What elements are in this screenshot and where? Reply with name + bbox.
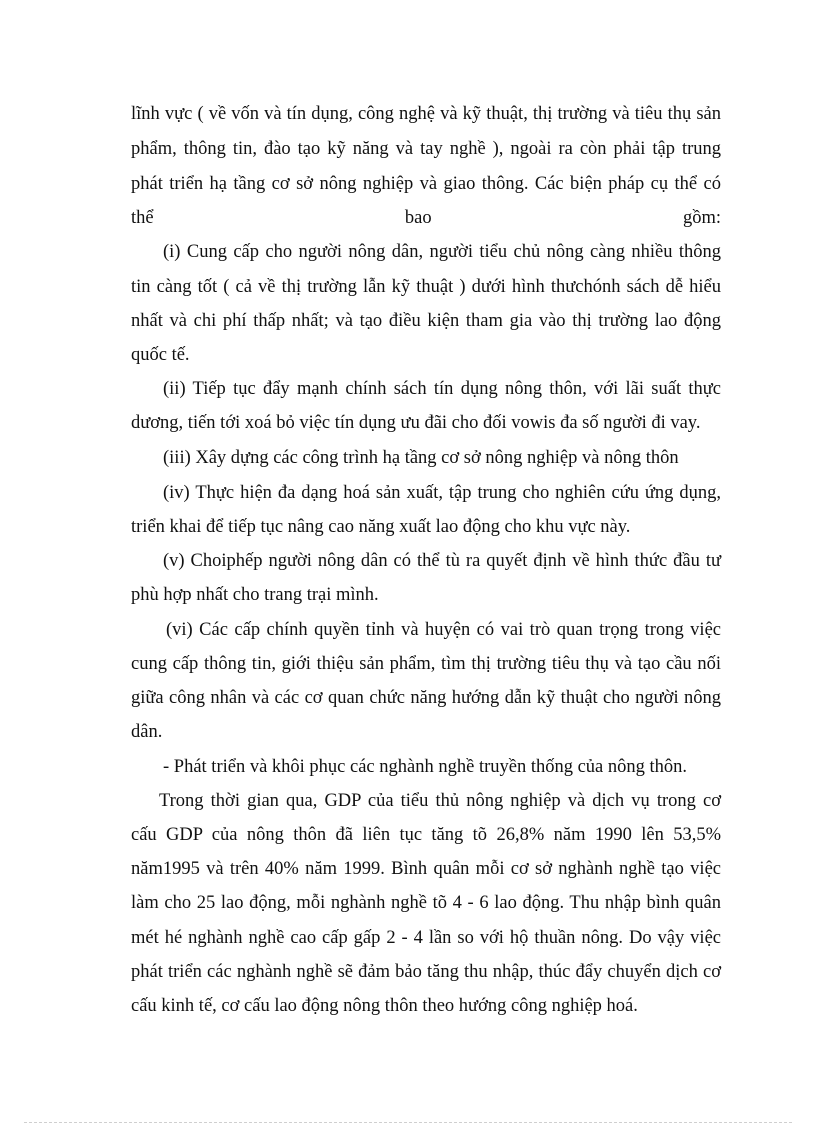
text-line: dương, tiến tới xoá bỏ việc tín dụng ưu đãi cho đối vowis đa số người đi vay. bbox=[131, 413, 701, 433]
text-line: phù hợp nhất cho trang trại mình. bbox=[131, 585, 379, 605]
text-line: - Phát triển và khôi phục các nghành nghề truyền thống của nông thôn. bbox=[163, 757, 688, 777]
text-line: nhất và chi phí thấp nhất; và tạo điều kiện tham gia vào thị trường lao động bbox=[131, 311, 721, 331]
text-line: phát triển các nghành nghề sẽ đảm bảo tăng thu nhập, thúc đẩy chuyển dịch cơ bbox=[131, 962, 721, 982]
text-line: làm cho 25 lao động, mỗi nghành nghề tõ 4 - 6 lao động. Thu nhập bình quân bbox=[131, 893, 721, 913]
text-line: (v) Choiphếp người nông dân có thể tù ra quyết định về hình thức đầu tư bbox=[163, 551, 721, 571]
text-line: cấu kinh tế, cơ cấu lao động nông thôn theo hướng công nghiệp hoá. bbox=[131, 996, 638, 1016]
text-line: cung cấp thông tin, giới thiệu sản phẩm, tìm thị trường tiêu thụ và tạo cầu nối bbox=[131, 654, 721, 674]
text-line: lĩnh vực ( về vốn và tín dụng, công nghệ và kỹ thuật, thị trường và tiêu thụ sản bbox=[131, 104, 721, 124]
text-line: thể bao gồm: bbox=[131, 208, 721, 228]
text-line: tin càng tốt ( cả về thị trường lẫn kỹ thuật ) dưới hình thưchónh sách dễ hiểu bbox=[131, 277, 721, 297]
text-line: (ii) Tiếp tục đẩy mạnh chính sách tín dụng nông thôn, với lãi suất thực bbox=[163, 379, 721, 399]
text-line: quốc tế. bbox=[131, 345, 190, 365]
text-line: năm1995 và trên 40% năm 1999. Bình quân mỗi cơ sở nghành nghề tạo việc bbox=[131, 859, 721, 879]
text-line: phát triển hạ tầng cơ sở nông nghiệp và giao thông. Các biện pháp cụ thể có bbox=[131, 174, 721, 194]
text-line: Trong thời gian qua, GDP của tiểu thủ nông nghiệp và dịch vụ trong cơ bbox=[159, 791, 721, 811]
text-line: dân. bbox=[131, 722, 163, 742]
text-line: (iii) Xây dựng các công trình hạ tầng cơ sở nông nghiệp và nông thôn bbox=[163, 448, 679, 468]
text-line: giữa công nhân và các cơ quan chức năng hướng dẫn kỹ thuật cho người nông bbox=[131, 688, 721, 708]
text-line: (i) Cung cấp cho người nông dân, người tiểu chủ nông càng nhiều thông bbox=[163, 242, 721, 262]
text-line: triển khai để tiếp tục nâng cao năng xuất lao động cho khu vực này. bbox=[131, 517, 631, 537]
text-line: phẩm, thông tin, đào tạo kỹ năng và tay nghề ), ngoài ra còn phải tập trung bbox=[131, 139, 721, 159]
text-line: cấu GDP của nông thôn đã liên tục tăng tõ 26,8% năm 1990 lên 53,5% bbox=[131, 825, 721, 845]
text-line: mét hé nghành nghề cao cấp gấp 2 - 4 lần so với hộ thuần nông. Do vậy việc bbox=[131, 928, 721, 948]
text-line: (iv) Thực hiện đa dạng hoá sản xuất, tập trung cho nghiên cứu ứng dụng, bbox=[163, 483, 721, 503]
text-line: (vi) Các cấp chính quyền tỉnh và huyện có vai trò quan trọng trong việc bbox=[166, 620, 721, 640]
